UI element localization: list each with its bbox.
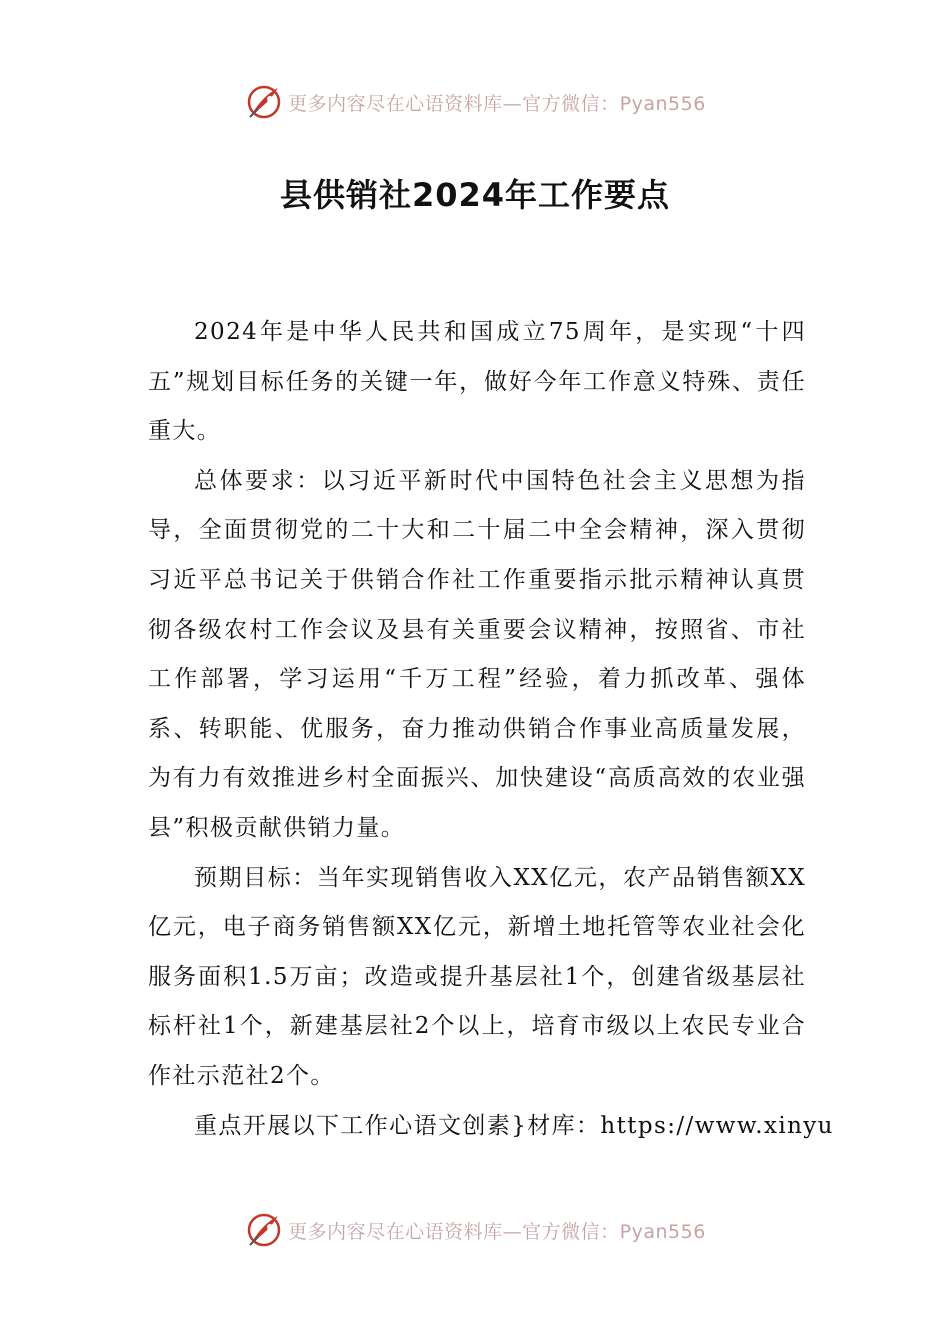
paragraph-key-work: 重点开展以下工作心语文创素}材库：https://www.xinyu	[194, 1112, 834, 1139]
header-watermark-banner	[0, 82, 950, 122]
page-title: 县供销社2024年工作要点	[279, 176, 671, 214]
footer-watermark-banner	[0, 1210, 950, 1250]
quill-pen-circle-icon	[244, 82, 284, 122]
paragraph-intro: 2024年是中华人民共和国成立75周年，是实现“十四五”规划目标任务的关键一年，做好今年工作意义特殊、责任重大。	[148, 319, 806, 445]
paragraph-expected-goals: 预期目标：当年实现销售收入XX亿元，农产品销售额XX亿元，电子商务销售额XX亿元，新增土地托管等农业社会化服务面积1.5万亩；改造或提升基层社1个，创建省级基层社标杆社1个，新建基层社2个以上，培育市级以上农民专业合作社示范社2个。	[148, 864, 806, 1089]
banner-text: 更多内容尽在心语资料库—官方微信：Pyan556	[288, 1220, 706, 1243]
paragraph-overall-requirements: 总体要求：以习近平新时代中国特色社会主义思想为指导，全面贯彻党的二十大和二十届二中全会精神，深入贯彻习近平总书记关于供销合作社工作重要指示批示精神认真贯彻各级农村工作会议及县有关重要会议精神，按照省、市社工作部署，学习运用“千万工程”经验，着力抓改革、强体系、转职能、优服务，奋力推动供销合作事业高质量发展，为有力有效推进乡村全面振兴、加快建设“高质高效的农业强县”积极贡献供销力量。	[148, 467, 806, 841]
document-body	[148, 308, 834, 1151]
quill-pen-circle-icon	[244, 1210, 284, 1250]
banner-text: 更多内容尽在心语资料库—官方微信：Pyan556	[288, 92, 706, 115]
